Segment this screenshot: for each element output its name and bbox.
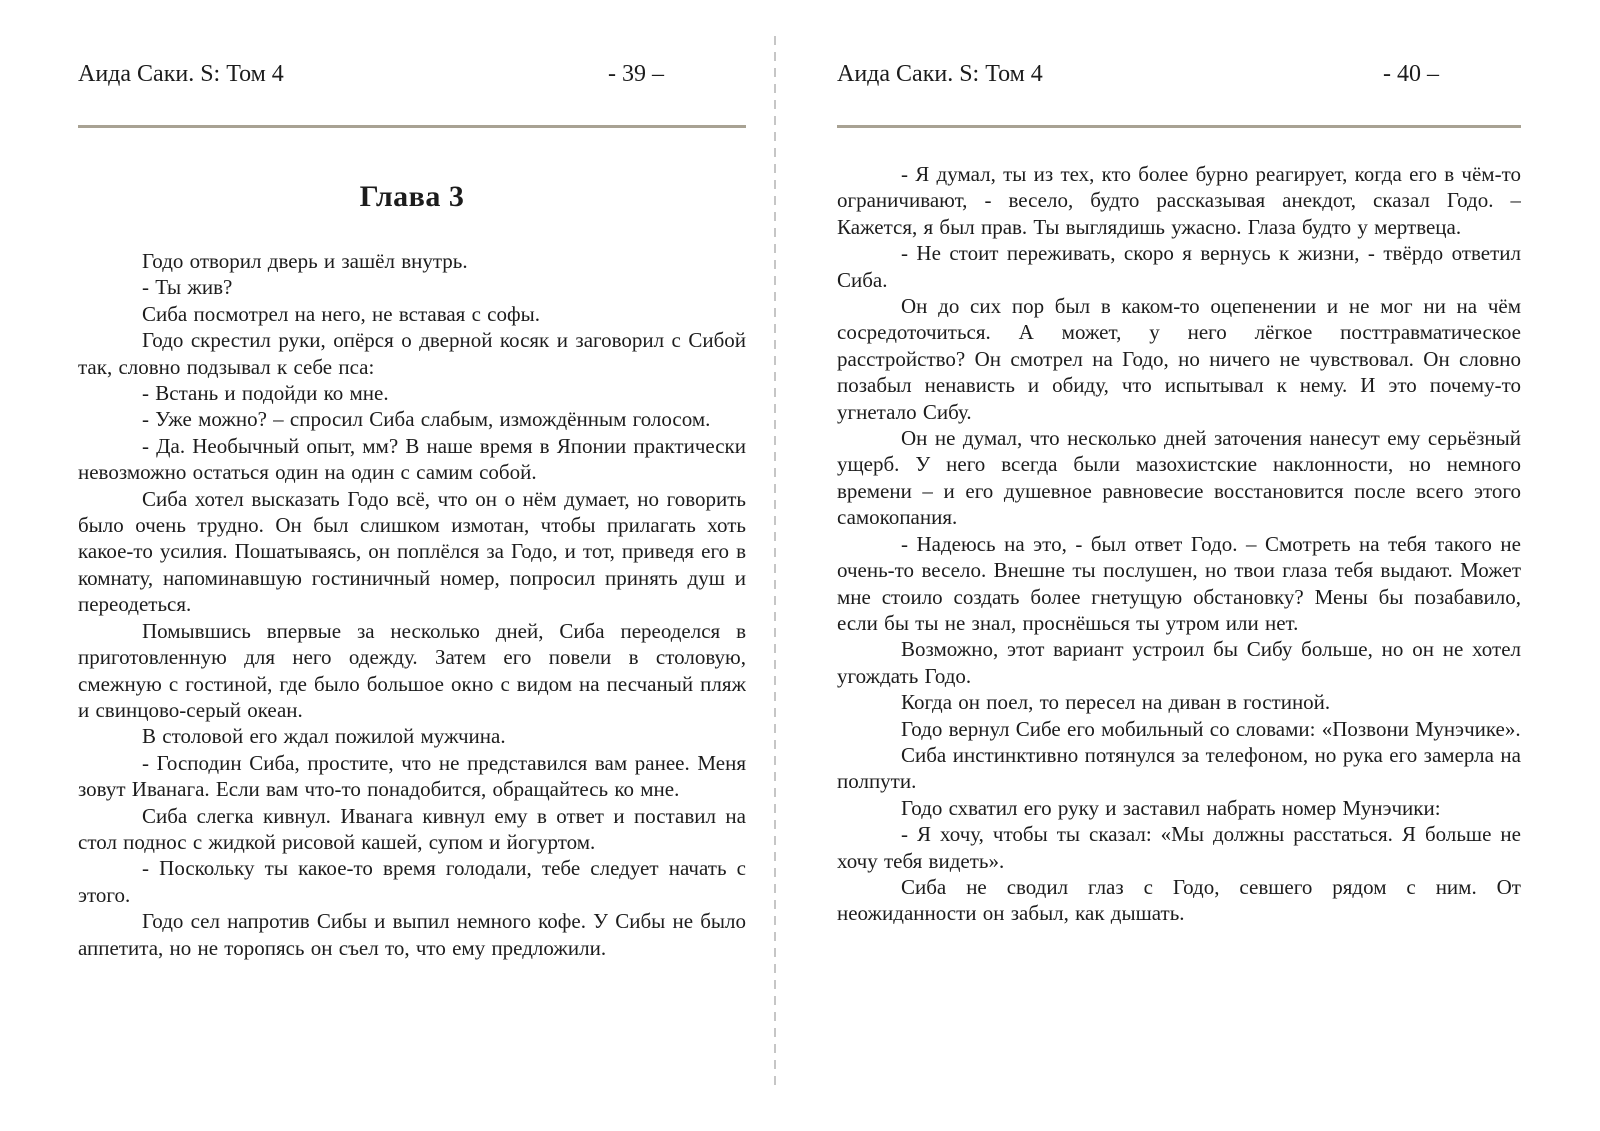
book-page-left — [78, 0, 746, 1131]
paragraph: - Встань и подойди ко мне. — [142, 381, 389, 406]
running-title: Аида Саки. S: Том 4 — [837, 61, 1043, 87]
paragraph: Сиба посмотрел на него, не вставая с софы. — [142, 301, 540, 326]
paragraph: Годо сел напротив Сибы и выпил немного кофе. У Сибы не было аппетита, но не торопясь он съел то, что ему предложили. — [78, 909, 746, 960]
paragraph: - Я хочу, чтобы ты сказал: «Мы должны расстаться. Я больше не хочу тебя видеть». — [837, 822, 1521, 873]
paragraph: Годо скрестил руки, опёрся о дверной косяк и заговорил с Сибой так, словно подзывал к себе пса: — [78, 328, 746, 379]
chapter-title: Глава 3 — [359, 180, 465, 213]
paragraph: - Да. Необычный опыт, мм? В наше время в Японии практически невозможно остаться один на один с самим собой. — [78, 433, 746, 485]
page-number: - 39 – — [608, 61, 664, 87]
paragraph: - Надеюсь на это, - был ответ Годо. – Смотреть на тебя такого не очень-то весело. Внешне ты послушен, но твои глаза тебя выдают. Может мне стоило создать более гнетущую обстановку? Мены бы позабавило, если бы ты не знал, проснёшься ты утром или нет. — [837, 531, 1521, 635]
paragraph: Сиба слегка кивнул. Иванага кивнул ему в ответ и поставил на стол поднос с жидкой рисовой кашей, супом и йогуртом. — [78, 803, 746, 854]
paragraph: Он не думал, что несколько дней заточения нанесут ему серьёзный ущерб. У него всегда были мазохистские наклонности, но немного времени – и его душевное равновесие восстановится после всего этого самокопания. — [837, 426, 1521, 530]
page-number: - 40 – — [1383, 61, 1439, 87]
paragraph: - Уже можно? – спросил Сиба слабым, измождённым голосом. — [142, 407, 711, 432]
paragraph: Сиба хотел высказать Годо всё, что он о нём думает, но говорить было очень трудно. Он был слишком измотан, чтобы прилагать хоть какое-то усилия. Пошатываясь, он поплёлся за Годо, и тот, приведя его в комнату, напоминавшую гостиничный номер, попросил принять душ и переодеться. — [78, 486, 746, 617]
paragraph: - Не стоит переживать, скоро я вернусь к жизни, - твёрдо ответил Сиба. — [837, 241, 1521, 292]
book-page-right — [837, 0, 1521, 1131]
running-title: Аида Саки. S: Том 4 — [78, 61, 284, 87]
paragraph: - Господин Сиба, простите, что не представился вам ранее. Меня зовут Иванага. Если вам что-то понадобится, обращайтесь ко мне. — [78, 750, 746, 802]
paragraph: Возможно, этот вариант устроил бы Сибу больше, но он не хотел угождать Годо. — [837, 637, 1521, 688]
page-header — [78, 60, 746, 88]
page-body — [837, 161, 1521, 927]
page-header — [837, 60, 1521, 88]
paragraph: - Я думал, ты из тех, кто более бурно реагирует, когда его в чём-то ограничивают, - весело, будто рассказывая анекдот, сказал Годо. – Кажется, я был прав. Ты выглядишь ужасно. Глаза будто у мертвеца. — [837, 162, 1521, 239]
paragraph: Сиба инстинктивно потянулся за телефоном, но рука его замерла на полпути. — [837, 742, 1521, 794]
paragraph: Годо отворил дверь и зашёл внутрь. — [142, 249, 468, 273]
paragraph: - Ты жив? — [142, 275, 233, 300]
header-rule — [78, 125, 746, 128]
page-divider — [774, 36, 776, 1090]
paragraph: Он до сих пор был в каком-то оцепенении и не мог ни на чём сосредоточиться. А может, у него лёгкое посттравматическое расстройство? Он смотрел на Годо, но ничего не чувствовал. Он словно позабыл ненависть и обиду, что испытывал к нему. И это почему-то угнетало Сибу. — [837, 294, 1521, 424]
paragraph: Когда он поел, то пересел на диван в гостиной. — [901, 690, 1331, 715]
paragraph: Годо вернул Сибе его мобильный со словами: «Позвони Мунэчике». — [901, 716, 1521, 741]
paragraph: Годо схватил его руку и заставил набрать номер Мунэчики: — [901, 795, 1441, 820]
page-body — [78, 248, 746, 961]
header-rule — [837, 125, 1521, 128]
paragraph: Сиба не сводил глаз с Годо, севшего рядом с ним. От неожиданности он забыл, как дышать. — [837, 874, 1521, 926]
paragraph: - Поскольку ты какое-то время голодали, тебе следует начать с этого. — [78, 856, 746, 907]
paragraph: В столовой его ждал пожилой мужчина. — [142, 724, 506, 749]
paragraph: Помывшись впервые за несколько дней, Сиба переоделся в приготовленную для него одежду. Затем его повели в столовую, смежную с гостиной, где было большое окно с видом на песчаный пляж и свинцово-серый океан. — [78, 618, 746, 722]
